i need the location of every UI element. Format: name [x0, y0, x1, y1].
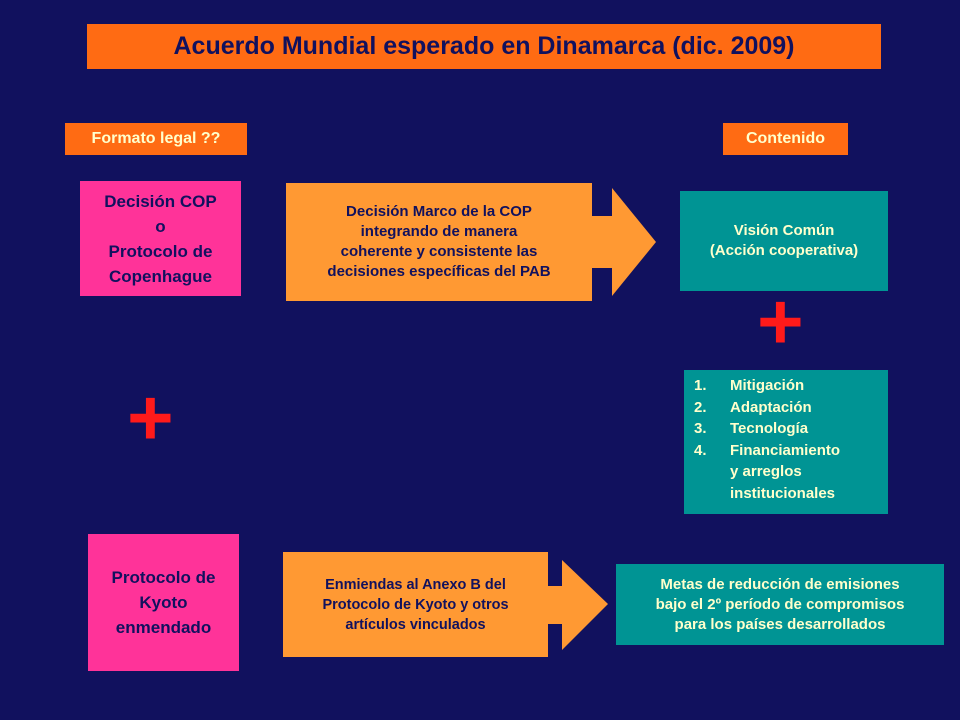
list-item: 2. Adaptación [694, 398, 812, 416]
page-title: Acuerdo Mundial esperado en Dinamarca (dic. 2009) [87, 24, 881, 69]
decision-marco-box: Decisión Marco de la COP integrando de manera coherente y consistente las decisiones específicas del PAB [286, 183, 592, 301]
list-item: 4. Financiamiento y arreglos institucionales [694, 441, 841, 502]
content-list [684, 370, 888, 514]
protocolo-kyoto-box: Protocolo de Kyoto enmendado [88, 534, 239, 671]
arrow-top-icon [590, 188, 660, 298]
plus-right-icon: + [757, 277, 804, 366]
contenido-label: Contenido [723, 123, 848, 155]
metas-box: Metas de reducción de emisiones bajo el 2º período de compromisos para los países desarrollados [616, 564, 944, 645]
decision-cop-box: Decisión COP o Protocolo de Copenhague [80, 181, 241, 296]
enmiendas-box: Enmiendas al Anexo B del Protocolo de Kyoto y otros artículos vinculados [283, 552, 548, 657]
list-item: 1. Mitigación [694, 377, 805, 394]
list-item: 3. Tecnología [694, 420, 809, 437]
vision-comun-box: Visión Común (Acción cooperativa) [680, 191, 888, 291]
arrow-bottom-icon [546, 560, 616, 660]
formato-legal-label: Formato legal ?? [65, 123, 247, 155]
plus-left-icon: + [127, 373, 174, 462]
